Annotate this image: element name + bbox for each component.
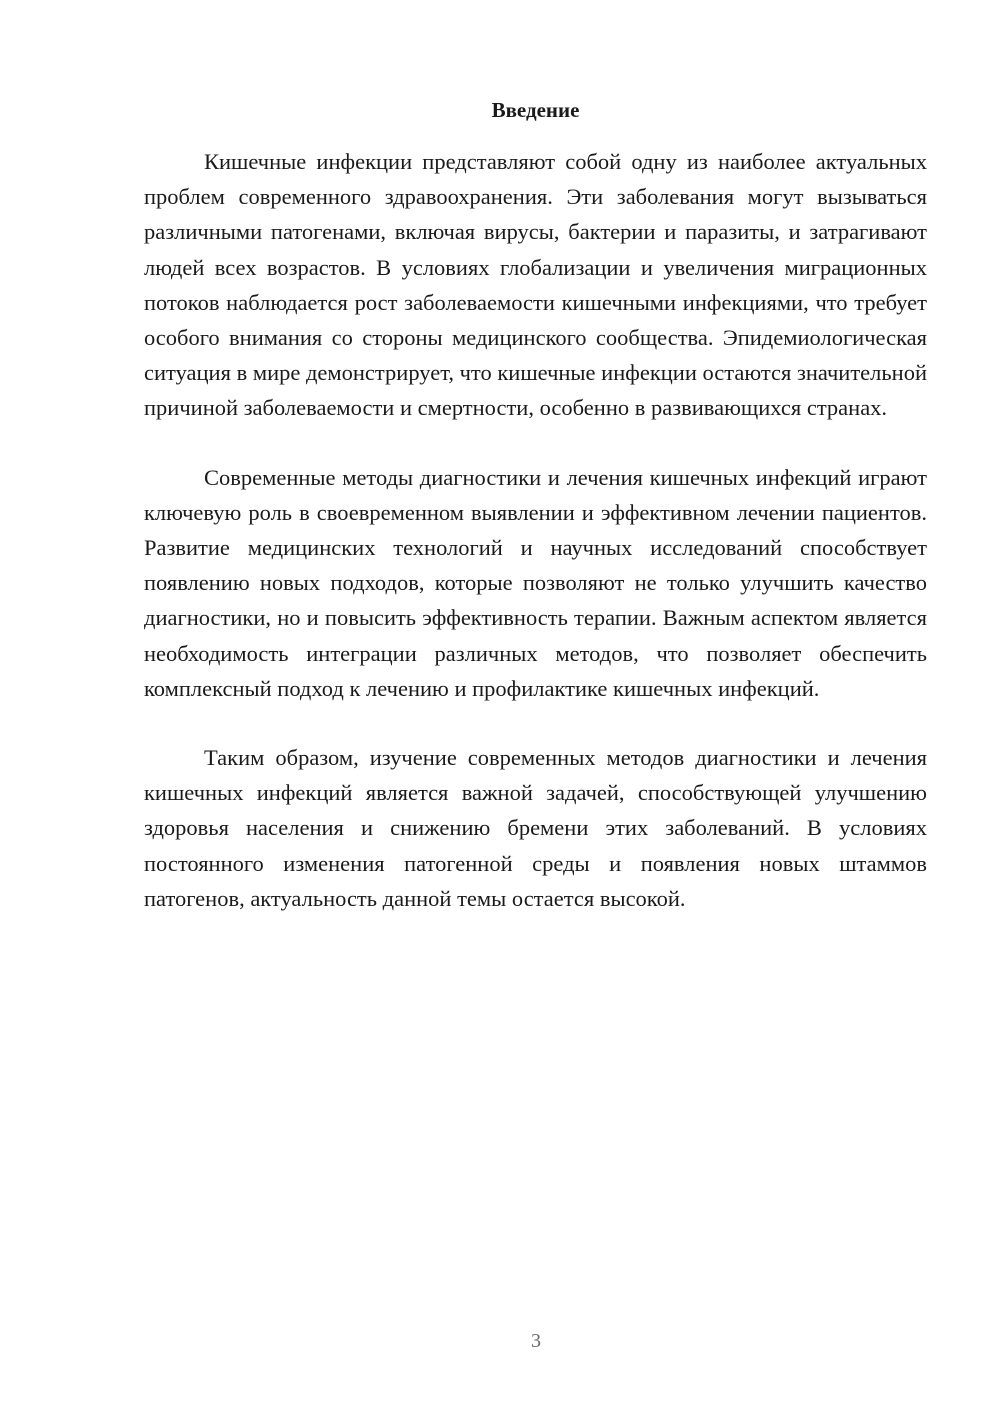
page-number: 3: [531, 1330, 541, 1352]
paragraph-2: Современные методы диагностики и лечения кишечных инфекций играют ключевую роль в своевременном выявлении и эффективном лечении пациентов. Развитие медицинских технологий и научных исследований способствует появлению новых подходов, которые позволяют не только улучшить качество диагностики, но и повысить эффективность терапии. Важным аспектом является необходимость интеграции различных методов, что позволяет обеспечить комплексный подход к лечению и профилактике кишечных инфекций.: [144, 464, 927, 701]
paragraph-3: Таким образом, изучение современных методов диагностики и лечения кишечных инфекций является важной задачей, способствующей улучшению здоровья населения и снижению бремени этих заболеваний. В условиях постоянного изменения патогенной среды и появления новых штаммов патогенов, актуальность данной темы остается высокой.: [144, 745, 927, 911]
section-heading: Введение: [491, 98, 580, 122]
page-content: [144, 92, 927, 950]
paragraph-1: Кишечные инфекции представляют собой одну из наиболее актуальных проблем современного здравоохранения. Эти заболевания могут вызываться различными патогенами, включая вирусы, бактерии и паразиты, и затрагивают людей всех возрастов. В условиях глобализации и увеличения миграционных потоков наблюдается рост заболеваемости кишечными инфекциями, что требует особого внимания со стороны медицинского сообщества. Эпидемиологическая ситуация в мире демонстрирует, что кишечные инфекции остаются значительной причиной заболеваемости и смертности, особенно в развивающихся странах.: [144, 149, 927, 421]
